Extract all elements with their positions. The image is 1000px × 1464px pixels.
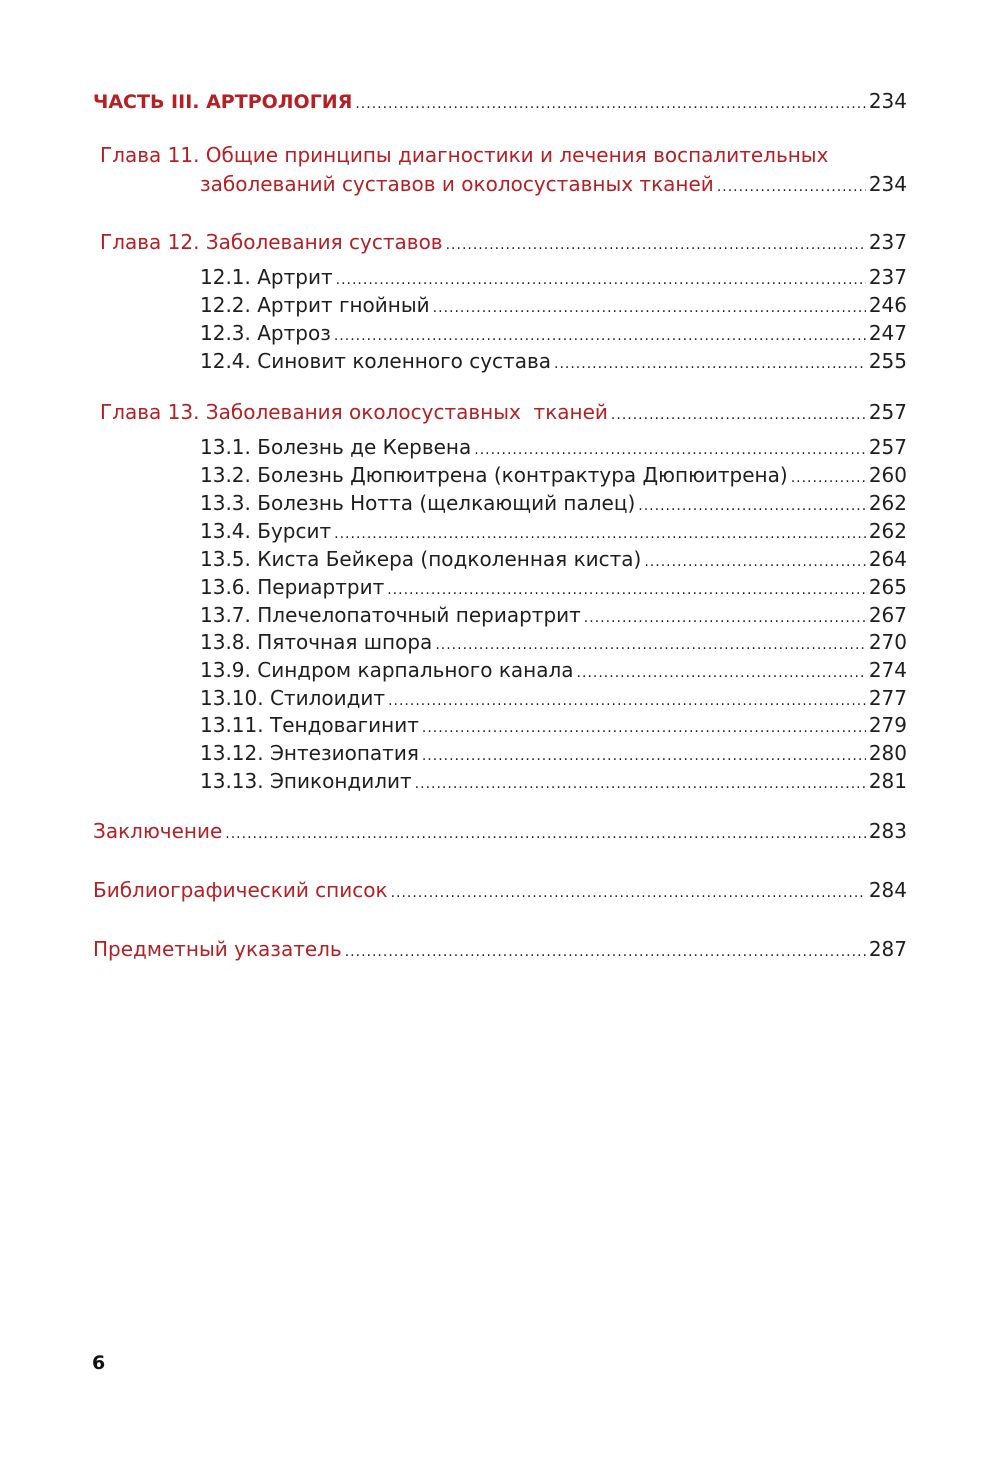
toc-chapter-12-page: 237 (868, 230, 907, 254)
toc-section-page: 281 (868, 769, 907, 793)
toc-section-page: 260 (868, 463, 907, 487)
toc-conclusion-label: Заключение (93, 819, 223, 843)
toc-section-label: 12.2. Артрит гнойный (200, 293, 430, 317)
dot-leader (554, 350, 866, 378)
toc-section-label: 13.2. Болезнь Дюпюитрена (контрактура Дюпюитрена) (200, 463, 788, 487)
toc-section-13-9[interactable] (200, 656, 907, 687)
toc-section-13-4[interactable] (200, 517, 907, 548)
toc-chapter-12[interactable] (100, 228, 907, 259)
toc-chapter-13[interactable] (100, 398, 907, 429)
dot-leader (474, 436, 866, 464)
toc-section-13-3[interactable] (200, 489, 907, 520)
dot-leader (435, 631, 866, 659)
toc-subject-index[interactable] (93, 935, 907, 966)
toc-section-13-2[interactable] (200, 461, 907, 492)
toc-section-page: 274 (868, 658, 907, 682)
toc-section-page: 247 (868, 321, 907, 345)
toc-part-page: 234 (868, 89, 907, 113)
toc-section-page: 246 (868, 293, 907, 317)
toc-part-heading[interactable] (93, 87, 907, 118)
toc-chapter-12-label: Глава 12. Заболевания суставов (100, 230, 443, 254)
toc-section-label: 12.1. Артрит (200, 265, 333, 289)
toc-section-label: 13.4. Бурсит (200, 519, 332, 543)
toc-section-13-5[interactable] (200, 545, 907, 576)
dot-leader (391, 879, 866, 907)
dot-leader (334, 322, 866, 350)
toc-chapter-11-page: 234 (868, 172, 907, 196)
toc-section-label: 13.3. Болезнь Нотта (щелкающий палец) (200, 491, 636, 515)
toc-section-page: 279 (868, 713, 907, 737)
toc-section-page: 277 (868, 686, 907, 710)
toc-section-page: 257 (868, 435, 907, 459)
toc-subject-index-label: Предметный указатель (93, 937, 342, 961)
dot-leader (791, 464, 866, 492)
dot-leader (345, 938, 866, 966)
dot-leader (415, 770, 866, 798)
toc-section-12-2[interactable] (200, 291, 907, 322)
toc-section-label: 13.12. Энтезиопатия (200, 741, 419, 765)
toc-subject-index-page: 287 (868, 937, 907, 961)
toc-section-page: 265 (868, 575, 907, 599)
toc-section-label: 13.11. Тендовагинит (200, 713, 419, 737)
toc-chapter-13-page: 257 (868, 400, 907, 424)
dot-leader (433, 294, 866, 322)
toc-section-label: 13.6. Периартрит (200, 575, 385, 599)
toc-section-page: 280 (868, 741, 907, 765)
dot-leader (422, 714, 866, 742)
dot-leader (422, 742, 866, 770)
toc-section-page: 237 (868, 265, 907, 289)
toc-section-label: 13.13. Эпикондилит (200, 769, 412, 793)
toc-chapter-11-line2: заболеваний суставов и околосуставных тканей (200, 172, 714, 196)
toc-section-label: 13.10. Стилоидит (200, 686, 386, 710)
toc-section-13-11[interactable] (200, 711, 907, 742)
toc-section-page: 255 (868, 349, 907, 373)
toc-section-page: 264 (868, 547, 907, 571)
toc-section-page: 262 (868, 519, 907, 543)
toc-section-label: 13.8. Пяточная шпора (200, 630, 433, 654)
dot-leader (336, 266, 866, 294)
toc-section-12-4[interactable] (200, 347, 907, 378)
toc-section-13-13[interactable] (200, 767, 907, 798)
dot-leader (355, 90, 865, 118)
toc-section-page: 267 (868, 603, 907, 627)
toc-section-label: 12.4. Синовит коленного сустава (200, 349, 551, 373)
toc-section-13-1[interactable] (200, 433, 907, 464)
toc-section-label: 13.9. Синдром карпального канала (200, 658, 574, 682)
toc-section-13-12[interactable] (200, 739, 907, 770)
dot-leader (717, 173, 866, 201)
toc-bibliography-page: 284 (868, 878, 907, 902)
toc-section-13-8[interactable] (200, 628, 907, 659)
page-number: 6 (92, 1352, 106, 1374)
toc-bibliography-label: Библиографический список (93, 878, 388, 902)
toc-section-page: 262 (868, 491, 907, 515)
dot-leader (334, 520, 866, 548)
toc-section-12-3[interactable] (200, 319, 907, 350)
dot-leader (577, 659, 866, 687)
dot-leader (225, 820, 866, 848)
toc-conclusion[interactable] (93, 817, 907, 848)
toc-chapter-11[interactable] (200, 170, 907, 201)
toc-bibliography[interactable] (93, 876, 907, 907)
toc-chapter-11-line1[interactable]: Глава 11. Общие принципы диагностики и лечения воспалительных (100, 143, 829, 167)
toc-section-label: 13.7. Плечелопаточный периартрит (200, 603, 581, 627)
dot-leader (387, 576, 866, 604)
toc-conclusion-page: 283 (868, 819, 907, 843)
toc-section-13-6[interactable] (200, 573, 907, 604)
dot-leader (446, 231, 866, 259)
dot-leader (644, 548, 865, 576)
dot-leader (638, 492, 866, 520)
toc-section-label: 13.5. Киста Бейкера (подколенная киста) (200, 547, 642, 571)
toc-chapter-13-label: Глава 13. Заболевания околосуставных тканей (100, 400, 608, 424)
toc-part-label: ЧАСТЬ III. АРТРОЛОГИЯ (93, 91, 353, 113)
toc-section-12-1[interactable] (200, 263, 907, 294)
toc-section-label: 12.3. Артроз (200, 321, 331, 345)
toc-section-label: 13.1. Болезнь де Кервена (200, 435, 472, 459)
toc-section-page: 270 (868, 630, 907, 654)
dot-leader (611, 401, 866, 429)
